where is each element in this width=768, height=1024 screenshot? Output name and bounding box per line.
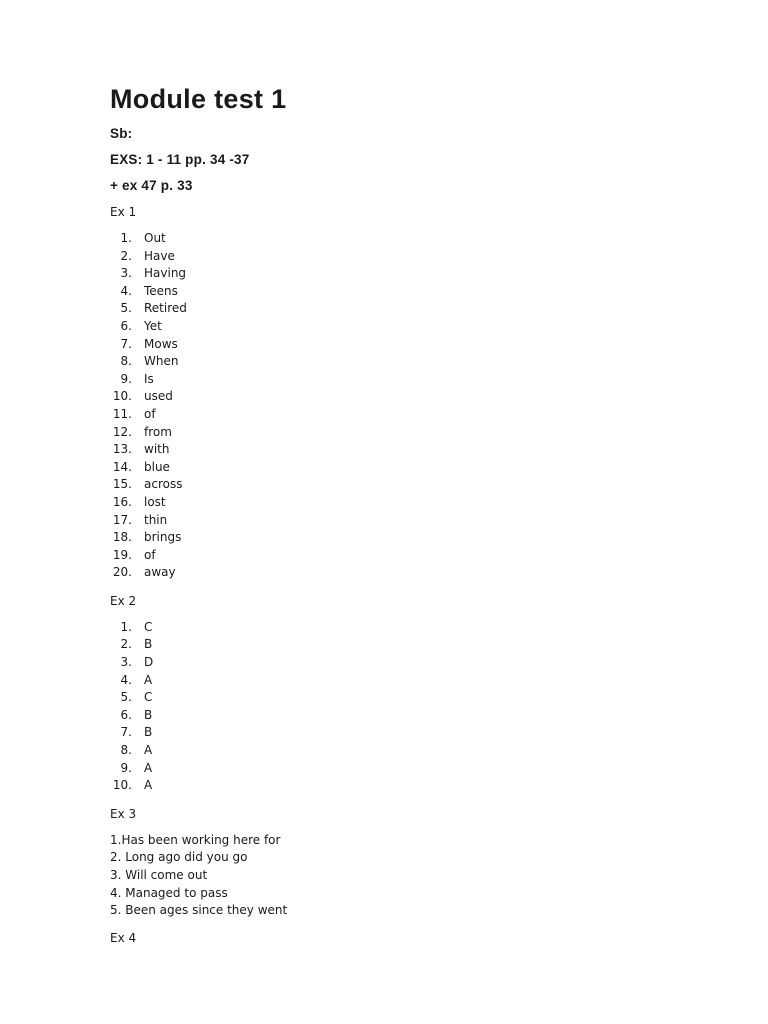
list-item [110,230,730,248]
list-item-number: 20. [112,565,132,580]
list-item-answer: Yet [144,318,162,333]
list-item-answer: B [144,725,153,740]
ex1-label: Ex 1 [110,205,137,219]
list-item-number: 1. [120,619,132,634]
list-item [110,265,730,283]
ex1-answer-list [110,230,730,582]
list-item-answer: Retired [144,301,187,316]
list-item-answer: When [144,354,179,369]
answer-line: 2. Long ago did you go [110,850,248,865]
list-item-answer: with [144,442,170,457]
list-item-number: 2. [120,248,132,263]
list-item-number: 12. [112,424,132,439]
page-title: Module test 1 [110,84,287,114]
list-item-number: 3. [120,266,132,281]
heading-sb: Sb: [110,126,133,141]
list-item [110,512,730,530]
list-item-number: 8. [120,354,132,369]
list-item-answer: A [144,743,153,758]
list-item-number: 10. [112,778,132,793]
list-item [110,371,730,389]
list-item [110,318,730,336]
list-item [110,672,730,690]
list-item [110,476,730,494]
list-item [110,459,730,477]
list-item-number: 9. [120,371,132,386]
list-item-answer: Out [144,231,166,245]
list-item [110,406,730,424]
list-item-answer: blue [144,459,170,474]
list-item-answer: C [144,690,153,705]
list-item-number: 16. [112,494,132,509]
list-item-answer: B [144,637,153,652]
ex2-answer-list [110,619,730,795]
list-item-number: 2. [120,637,132,652]
list-item-answer: of [144,406,156,421]
list-item [110,336,730,354]
list-item [110,724,730,742]
list-item [110,529,730,547]
list-item [110,689,730,707]
answer-line: 4. Managed to pass [110,885,228,900]
list-item [110,742,730,760]
list-item [110,441,730,459]
list-item-answer: lost [144,494,166,509]
list-item [110,353,730,371]
list-item-number: 5. [120,301,132,316]
list-item-answer: Have [144,248,175,263]
answer-line: 5. Been ages since they went [110,903,288,918]
list-item [110,760,730,778]
list-item-number: 6. [120,707,132,722]
list-item-number: 1. [120,231,132,245]
list-item-answer: Mows [144,336,178,351]
list-item-number: 4. [120,672,132,687]
list-item-number: 14. [112,459,132,474]
list-item-answer: thin [144,512,168,527]
list-item [110,547,730,565]
list-item-number: 17. [112,512,132,527]
list-item-number: 3. [120,655,132,670]
document-page [110,84,730,956]
list-item-answer: A [144,760,153,775]
list-item [110,283,730,301]
list-item-answer: Teens [144,283,178,298]
list-item-number: 18. [112,530,132,545]
list-item-answer: across [144,477,183,492]
list-item-answer: from [144,424,172,439]
list-item [110,300,730,318]
list-item [110,619,730,637]
list-item-answer: B [144,707,153,722]
answer-line: 3. Will come out [110,868,208,882]
list-item-answer: D [144,655,154,670]
list-item-number: 4. [120,283,132,298]
list-item-answer: A [144,672,153,687]
list-item [110,777,730,795]
list-item-answer: of [144,547,156,562]
list-item-answer: Having [144,266,187,281]
list-item-number: 7. [120,725,132,740]
list-item-number: 19. [112,547,132,562]
answer-line: 1.Has been working here for [110,832,281,847]
list-item [110,388,730,406]
list-item-number: 7. [120,336,132,351]
list-item-answer: brings [144,530,182,545]
list-item-number: 11. [112,406,132,421]
ex2-label: Ex 2 [110,593,137,608]
list-item-number: 9. [120,760,132,775]
heading-exercises-range: EXS: 1 - 11 pp. 34 -37 [110,152,250,167]
list-item [110,494,730,512]
list-item-number: 6. [120,318,132,333]
ex3-answer-lines [110,832,730,920]
list-item [110,636,730,654]
list-item-number: 5. [120,690,132,705]
list-item [110,654,730,672]
list-item [110,707,730,725]
heading-extra-exercise: + ex 47 p. 33 [110,178,193,193]
list-item-answer: away [144,565,176,580]
list-item-answer: Is [144,371,154,386]
list-item-answer: A [144,778,153,793]
list-item [110,564,730,582]
list-item-answer: used [144,389,173,404]
list-item [110,248,730,266]
ex3-label: Ex 3 [110,806,137,821]
list-item-number: 13. [112,442,132,457]
list-item [110,424,730,442]
ex4-label: Ex 4 [110,930,137,945]
list-item-number: 10. [112,389,132,404]
list-item-answer: C [144,619,153,634]
list-item-number: 8. [120,743,132,758]
list-item-number: 15. [112,477,132,492]
